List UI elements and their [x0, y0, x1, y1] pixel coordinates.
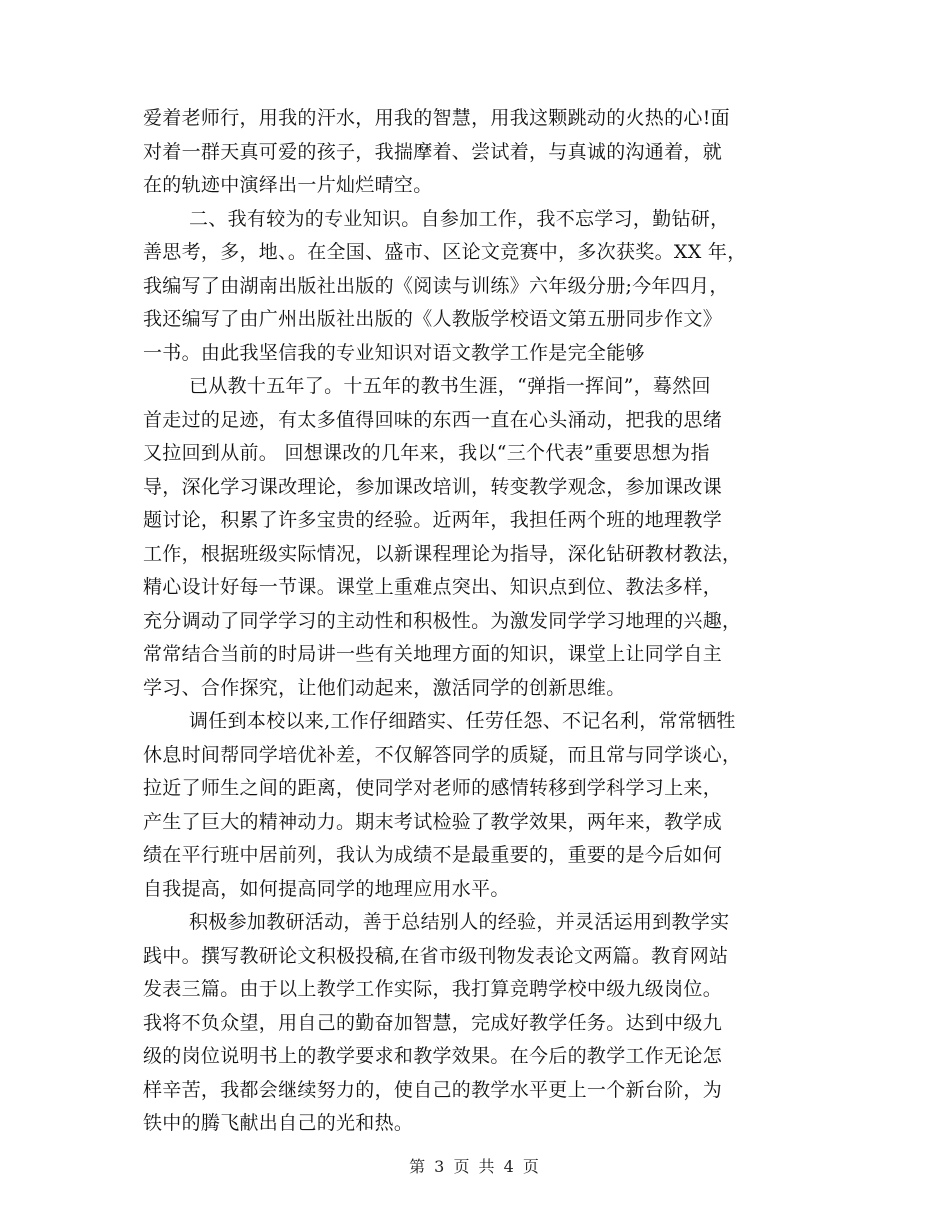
text-line: 样辛苦，我都会继续努力的，使自己的教学水平更上一个新台阶，为 [143, 1078, 723, 1101]
text-line: 又拉回到从前。 回想课改的几年来，我以“三个代表”重要思想为指 [143, 442, 710, 464]
text-line: 工作，根据班级实际情况，以新课程理论为指导，深化钻研教材教法， [143, 542, 742, 565]
paragraph-start-line: 已从教十五年了。十五年的教书生涯，“弹指一挥间”，蓦然回 [189, 375, 711, 397]
text-line: 一书。由此我坚信我的专业知识对语文教学工作是完全能够 [143, 341, 645, 364]
paragraph-start-line: 积极参加教研活动，善于总结别人的经验，并灵活运用到教学实 [189, 911, 730, 933]
text-line: 践中。撰写教研论文积极投稿,在省市级刊物发表论文两篇。教育网站 [143, 944, 729, 967]
text-line: 拉近了师生之间的距离，使同学对老师的感情转移到学科学习上来， [143, 777, 723, 799]
text-line: 自我提高，如何提高同学的地理应用水平。 [143, 877, 510, 900]
text-line: 在的轨迹中演绎出一片灿烂晴空。 [143, 174, 433, 196]
text-line: 我将不负众望，用自己的勤奋加智慧，完成好教学任务。达到中级九 [143, 1011, 723, 1034]
text-line: 题讨论，积累了许多宝贵的经验。近两年，我担任两个班的地理教学 [143, 509, 723, 531]
text-line: 导，深化学习课改理论，参加课改培训，转变教学观念，参加课改课 [143, 475, 723, 498]
text-line: 学习、合作探究，让他们动起来，激活同学的创新思维。 [143, 676, 626, 699]
text-line: 休息时间帮同学培优补差，不仅解答同学的质疑，而且常与同学谈心， [143, 743, 742, 766]
text-line: 铁中的腾飞献出自己的光和热。 [143, 1112, 414, 1134]
paragraph-start-line: 调任到本校以来,工作仔细踏实、任劳任怨、不记名利，常常牺牲 [189, 710, 736, 732]
text-line: 我编写了由湖南出版社出版的《阅读与训练》六年级分册;今年四月， [143, 274, 729, 297]
text-line: 精心设计好每一节课。课堂上重难点突出、知识点到位、教法多样， [143, 576, 723, 598]
text-line: 对着一群天真可爱的孩子，我揣摩着、尝试着，与真诚的沟通着，就 [143, 140, 723, 163]
text-line: 充分调动了同学学习的主动性和积极性。为激发同学学习地理的兴趣， [143, 609, 742, 632]
page-number-footer: 第 3 页 共 4 页 [409, 1157, 541, 1176]
text-line: 善思考，多，地、。在全国、盛市、区论文竞赛中，多次获奖。XX 年， [143, 241, 747, 263]
paragraph-start-line: 二、我有较为的专业知识。自参加工作，我不忘学习，勤钻研， [189, 207, 730, 230]
text-line: 常常结合当前的时局讲一些有关地理方面的知识，课堂上让同学自主 [143, 643, 723, 665]
text-line: 爱着老师行，用我的汗水，用我的智慧，用我这颗跳动的火热的心!面 [143, 107, 730, 129]
text-line: 级的岗位说明书上的教学要求和教学效果。在今后的教学工作无论怎 [143, 1045, 723, 1067]
text-line: 产生了巨大的精神动力。期末考试检验了教学效果，两年来，教学成 [143, 810, 723, 833]
text-line: 我还编写了由广州出版社出版的《人教版学校语文第五册同步作文》 [143, 308, 723, 330]
text-line: 首走过的足迹，有太多值得回味的东西一直在心头涌动，把我的思绪 [143, 408, 723, 431]
text-line: 发表三篇。由于以上教学工作实际，我打算竞聘学校中级九级岗位。 [143, 978, 723, 1000]
text-line: 绩在平行班中居前列，我认为成绩不是最重要的，重要的是今后如何 [143, 844, 723, 866]
body-text [143, 102, 808, 1141]
